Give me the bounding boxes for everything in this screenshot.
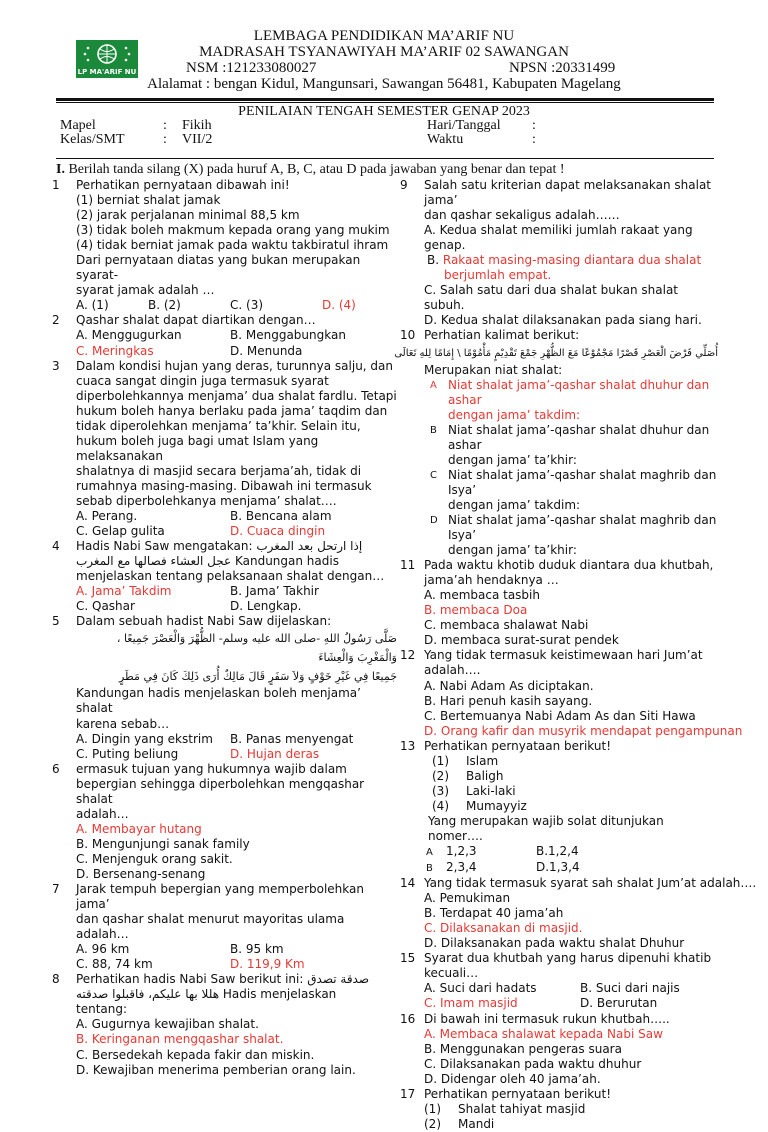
question-1	[52, 178, 397, 313]
option-c[interactable]: C. Dilaksanakan pada waktu dhuhur	[424, 1056, 642, 1071]
question-text: Hadis menjelaskan	[222, 987, 337, 1002]
question-text: menjelaskan tentang pelaksanaan shalat dengan…	[76, 569, 385, 584]
item-text: Mumayyiz	[466, 798, 527, 813]
statement: (4) tidak berniat jamak pada waktu takbiratul ihram	[76, 238, 389, 253]
option-key: B	[430, 424, 437, 436]
logo-text: LP MA'ARIF NU	[77, 68, 137, 76]
question-text: Kandungan hadis menjelaskan boleh menjama’ shalat	[76, 686, 361, 716]
arabic-hadith: هللا بها عليكم، فاقبلوا صدقته	[76, 987, 220, 1002]
option-b[interactable]: B. Panas menyengat	[230, 731, 354, 746]
item-number: (4)	[432, 798, 449, 813]
question-4	[52, 539, 397, 614]
item-text: Islam	[466, 753, 499, 768]
option-a-answer[interactable]	[424, 378, 718, 408]
question-text: diperbolehkannya menjama’ dua shalat fardlu. Tetapi	[76, 388, 397, 403]
hari-sep: :	[532, 118, 536, 133]
option-a[interactable]: A. Dingin yang ekstrim	[76, 731, 213, 746]
option-b[interactable]: B. Menggunakan pengeras suara	[424, 1041, 622, 1056]
question-3	[52, 359, 397, 540]
item-number: (3)	[432, 783, 449, 798]
option-text: Rakaat masing-masing diantara dua shalat	[442, 253, 702, 268]
instruction-text: Berilah tanda silang (X) pada huruf A, B, C, atau D pada jawaban yang benar dan tepat !	[68, 162, 565, 177]
question-13	[400, 739, 718, 876]
option-c-answer[interactable]: C. Meringkas	[76, 343, 154, 358]
question-text: kecuali…	[424, 966, 479, 981]
option-b-answer[interactable]: B. membaca Doa	[424, 603, 528, 618]
question-text: hukum boleh hanya berlaku pada jama’ taqdim dan	[76, 403, 388, 418]
list-item	[424, 769, 718, 784]
meta-rule	[56, 158, 714, 159]
question-6	[52, 762, 397, 882]
option-b-answer[interactable]	[424, 253, 718, 268]
option-text-cont: dengan jama’ ta’khir:	[448, 452, 577, 467]
option-key: A	[430, 379, 437, 391]
option-key: A	[426, 847, 433, 859]
option-c[interactable]: C. membaca shalawat Nabi	[424, 618, 589, 633]
question-number: 2	[52, 313, 60, 328]
question-column-right	[394, 178, 757, 1132]
option-c[interactable]: C. Qashar	[76, 599, 135, 614]
instruction-num: I.	[56, 162, 65, 177]
letterhead	[0, 0, 768, 102]
question-7	[52, 882, 397, 972]
question-text: shalatnya di masjid secara berjama’ah, tidak di	[76, 463, 362, 478]
option-c[interactable]: C. Gelap gulita	[76, 524, 165, 539]
question-text: tentang:	[76, 1002, 128, 1017]
option-d[interactable]: D. membaca surat-surat pendek	[424, 633, 619, 648]
header-rule-thin	[56, 102, 714, 103]
question-5	[52, 614, 397, 761]
option-a[interactable]: A. Nabi Adam As diciptakan.	[424, 678, 594, 693]
option-c[interactable]: C. (3)	[230, 298, 264, 313]
option-b[interactable]: B. Terdapat 40 jama’ah	[424, 906, 564, 921]
option-text: Niat shalat jama’-qashar shalat dhuhur dan ashar	[448, 422, 710, 452]
arabic-niat: أُصَلِّي فَرْضَ الْعَصْرِ قَصْرًا مَجْمُوْعًا مَعَ الظُّهْرِ جَمْعَ تَقْدِيْمٍ مَأْمُوْمًا \ إِمَامًا لِلهِ تَعَالَى	[394, 347, 718, 359]
option-key: D	[430, 514, 438, 526]
question-text: Dalam sebuah hadist Nabi Saw dijelaskan:	[76, 614, 332, 629]
option-key: C	[430, 469, 437, 481]
option-b-c[interactable]: B.1,2,4	[536, 844, 579, 859]
option-b[interactable]	[424, 423, 718, 453]
question-number: 5	[52, 614, 60, 629]
option-d[interactable]: D.1,3,4	[536, 860, 580, 875]
question-text: tidak diperolehkan menjama’ ta’khir. Selain itu,	[76, 418, 361, 433]
question-11	[400, 558, 718, 648]
question-text: adalah….	[424, 663, 481, 678]
options-row	[76, 298, 397, 313]
option-c-answer[interactable]: C. Dilaksanakan di masjid.	[424, 921, 583, 936]
mapel-value: Fikih	[182, 118, 212, 133]
question-number: 16	[400, 1011, 416, 1026]
mapel-sep: :	[163, 118, 167, 133]
option-d-answer[interactable]: D. (4)	[322, 298, 356, 313]
question-15	[400, 951, 718, 1011]
option-c[interactable]: C. Puting beliung	[76, 746, 179, 761]
list-item	[424, 1117, 718, 1132]
address: Alalamat : bengan Kidul, Mangunsari, Sawangan 56481, Kabupaten Magelang	[147, 76, 621, 92]
question-number: 13	[400, 738, 416, 753]
option-b-lower[interactable]	[426, 860, 536, 876]
question-8	[52, 972, 397, 1077]
question-number: 1	[52, 178, 60, 192]
question-text: Hadis Nabi Saw mengatakan:	[76, 539, 253, 554]
option-b[interactable]: B. 95 km	[230, 942, 284, 957]
option-d[interactable]: D. Dilaksanakan pada waktu shalat Dhuhur	[424, 936, 685, 951]
question-number: 14	[400, 876, 416, 891]
question-text: jama’ah hendaknya …	[424, 573, 559, 588]
school-name: MADRASAH TSYANAWIYAH MA’ARIF 02 SAWANGAN	[199, 44, 569, 60]
question-text: Di bawah ini termasuk rukun khutbah…..	[424, 1011, 670, 1026]
npsn: NPSN :20331499	[509, 60, 616, 76]
option-key: B	[426, 863, 433, 875]
question-text: Yang tidak termasuk syarat sah shalat Jum’at adalah….	[424, 876, 757, 891]
option-d[interactable]: D. Kedua shalat dilaksanakan pada siang hari.	[424, 313, 702, 328]
item-text: Baligh	[466, 768, 504, 783]
header-rule-thick	[56, 98, 714, 101]
question-text: Pada waktu khotib duduk diantara dua khutbah,	[424, 558, 714, 573]
option-d[interactable]: D. Bersenang-senang	[76, 866, 206, 881]
option-d-answer[interactable]: D. Hujan deras	[230, 746, 320, 761]
option-b[interactable]: B. (2)	[148, 298, 181, 313]
question-text: Perhatikan pernyataan berikut!	[424, 738, 612, 753]
option-a[interactable]	[426, 844, 536, 860]
option-c[interactable]: C. Bersedekah kepada fakir dan miskin.	[76, 1047, 315, 1062]
item-text: Shalat tahiyat masjid	[458, 1101, 586, 1116]
nsm: NSM :121233080027	[186, 60, 317, 76]
option-a-answer[interactable]: A. Membayar hutang	[76, 821, 202, 836]
statement: (1) berniat shalat jamak	[76, 193, 221, 208]
question-17	[400, 1087, 718, 1132]
option-b[interactable]: B. Hari penuh kasih sayang.	[424, 693, 593, 708]
instruction	[56, 162, 565, 178]
arabic-hadith: صَلَّى رَسُولُ اللهِ -صلى الله عليه وسلم- الظُّهْرَ وَالْعَصْرَ جَمِيعًا ، وَالْمَغْرِبَ وَالْعِشَاءَ	[116, 632, 397, 665]
option-a[interactable]: A. (1)	[76, 298, 109, 313]
option-a[interactable]: A. Suci dari hadats	[424, 981, 537, 996]
list-item	[424, 1102, 718, 1117]
question-text: Yang merupakan wajib solat ditunjukan nomer….	[428, 813, 664, 843]
question-text: hukum boleh juga bagi umat Islam yang melaksanakan	[76, 433, 319, 463]
question-9	[400, 178, 718, 328]
option-a[interactable]: A. membaca tasbih	[424, 588, 540, 603]
option-c-answer[interactable]: C. Imam masjid	[424, 996, 518, 1011]
option-a[interactable]: A. Menggugurkan	[76, 328, 182, 343]
question-stem: Perhatikan pernyataan dibawah ini!	[76, 178, 290, 192]
waktu-sep: :	[532, 132, 536, 147]
question-text: syarat jamak adalah …	[76, 283, 215, 298]
question-number: 4	[52, 539, 60, 554]
option-a[interactable]: A. Perang.	[76, 509, 138, 524]
question-text: cuaca sangat dingin juga termasuk syarat	[76, 373, 329, 388]
kelas-label: Kelas/SMT	[60, 132, 125, 147]
statement: (2) jarak perjalanan minimal 88,5 km	[76, 208, 300, 223]
question-text: Yang tidak termasuk keistimewaan hari Jum’at	[424, 648, 703, 663]
question-text: bepergian sehingga diperbolehkan mengqashar shalat	[76, 776, 365, 806]
option-d-answer[interactable]: D. 119,9 Km	[230, 957, 305, 972]
question-text: Perhatian kalimat berikut:	[424, 328, 580, 343]
option-text-cont: dengan jama’ ta’khir:	[448, 543, 577, 558]
list-item	[424, 784, 718, 799]
list-item	[424, 799, 718, 814]
option-b[interactable]: B. Jama’ Takhir	[230, 584, 319, 599]
question-number: 7	[52, 882, 60, 897]
question-text: Merupakan niat shalat:	[424, 362, 563, 377]
item-number: (2)	[432, 768, 449, 783]
arabic-hadith: جَمِيعًا فِي غَيْرِ خَوْفٍ وَلاَ سَفَرٍ قَالَ مَالِكٌ أُرَى ذَلِكَ كَانَ فِي مَطَرٍ	[118, 670, 397, 684]
question-text: ermasuk tujuan yang hukumnya wajib dalam	[76, 761, 347, 776]
option-text: 2,3,4	[446, 860, 477, 875]
option-c[interactable]	[424, 468, 718, 498]
option-text-cont: berjumlah empat.	[444, 268, 552, 283]
option-d[interactable]: D. Menunda	[230, 343, 303, 358]
option-b-answer[interactable]: B. Keringanan mengqashar shalat.	[76, 1032, 284, 1047]
hari-label: Hari/Tanggal	[427, 118, 501, 133]
question-number: 3	[52, 358, 60, 373]
question-number: 11	[400, 558, 416, 573]
question-text: karena sebab…	[76, 716, 170, 731]
question-number: 10	[400, 328, 416, 343]
option-text: 1,2,3	[446, 844, 477, 859]
option-b[interactable]: B. Menggabungkan	[230, 328, 346, 343]
option-b[interactable]: B. Bencana alam	[230, 509, 332, 524]
question-stem: Qashar shalat dapat diartikan dengan…	[76, 313, 316, 328]
question-column-left	[52, 178, 397, 1078]
option-c[interactable]: C. 88, 74 km	[76, 957, 153, 972]
institution-name: LEMBAGA PENDIDIKAN MA’ARIF NU	[253, 28, 515, 44]
option-b[interactable]: B. Mengunjungi sanak family	[76, 836, 250, 851]
statement: (3) tidak boleh makmum kepada orang yang mukim	[76, 223, 390, 238]
question-number: 12	[400, 648, 416, 663]
option-text: Niat shalat jama’-qashar shalat maghrib dan Isya’	[448, 512, 717, 543]
question-text: Dalam kondisi hujan yang deras, turunnya salju, dan	[76, 358, 393, 373]
question-text: Perhatikan pernyataan berikut!	[424, 1086, 612, 1101]
question-text: Dari pernyataan diatas yang bukan merupakan syarat-	[76, 253, 361, 283]
option-c[interactable]: C. Salah satu dari dua shalat bukan shalat subuh.	[424, 283, 679, 313]
question-number: 17	[400, 1086, 416, 1101]
exam-title: PENILAIAN TENGAH SEMESTER GENAP 2023	[238, 104, 530, 119]
question-14	[400, 876, 757, 951]
option-a[interactable]: A. Kedua shalat memiliki jumlah rakaat yang genap.	[424, 223, 693, 253]
option-a-answer[interactable]: A. Membaca shalawat kepada Nabi Saw	[424, 1026, 663, 1041]
question-10	[394, 328, 718, 558]
question-number: 9	[400, 178, 408, 192]
question-text: sebab diperbolehkanya menjama’ shalat….	[76, 493, 337, 508]
kelas-value: VII/2	[182, 132, 213, 147]
question-2	[52, 313, 397, 358]
option-a[interactable]: A. Gugurnya kewajiban shalat.	[76, 1017, 259, 1032]
option-b[interactable]: B. Suci dari najis	[580, 981, 680, 996]
item-number: (1)	[432, 753, 449, 768]
question-number: 8	[52, 972, 60, 987]
question-12	[400, 648, 743, 738]
option-d[interactable]: D. Lengkap.	[230, 599, 302, 614]
option-text-cont: dengan jama’ takdim:	[448, 497, 581, 512]
question-text: Kandungan hadis	[234, 554, 339, 569]
question-number: 6	[52, 761, 60, 776]
question-text: dan qashar sekaligus adalah……	[424, 208, 620, 223]
question-text: adalah…	[76, 806, 129, 821]
option-text-cont: dengan jama’ takdim:	[448, 407, 581, 422]
item-text: Laki-laki	[466, 783, 516, 798]
option-text: Niat shalat jama’-qashar shalat maghrib dan Isya’	[448, 467, 717, 497]
option-key: B.	[427, 253, 440, 268]
question-text: Salah satu kriterian dapat melaksanakan shalat jama’	[424, 178, 712, 208]
question-number: 15	[400, 951, 416, 966]
waktu-label: Waktu	[427, 132, 464, 147]
question-text: rumahnya masing-masing. Dibawah ini termasuk	[76, 478, 372, 493]
option-c[interactable]: C. Menjenguk orang sakit.	[76, 851, 233, 866]
arabic-hadith: عجل العشاء فصالها مع المغرب	[76, 554, 232, 569]
question-text: dan qashar shalat menurut mayoritas ulama adalah…	[76, 912, 345, 942]
option-d[interactable]: D. Berurutan	[580, 996, 658, 1011]
arabic-hadith: إذا ارتحل بعد المغرب	[256, 539, 363, 554]
option-a[interactable]: A. 96 km	[76, 942, 130, 957]
mapel-label: Mapel	[60, 118, 96, 133]
question-text: Perhatikan hadis Nabi Saw berikut ini:	[76, 972, 304, 987]
option-c[interactable]: C. Bertemuanya Nabi Adam As dan Siti Hawa	[424, 708, 696, 723]
list-item	[424, 754, 718, 769]
item-text: Mandi	[458, 1116, 495, 1131]
option-d[interactable]: D. Kewajiban menerima pemberian orang lain.	[76, 1062, 356, 1077]
item-number: (2)	[424, 1116, 441, 1131]
option-d-answer[interactable]: D. Cuaca dingin	[230, 524, 326, 539]
question-text: Jarak tempuh bepergian yang memperbolehkan jama’	[76, 882, 364, 912]
option-a[interactable]: A. Pemukiman	[424, 891, 511, 906]
question-text: Syarat dua khutbah yang harus dipenuhi khatib	[424, 951, 712, 966]
option-d[interactable]	[424, 513, 718, 543]
option-text: Niat shalat jama’-qashar shalat dhuhur dan ashar	[448, 377, 710, 407]
arabic-hadith: صدقة تصدق	[307, 972, 370, 987]
option-d-answer[interactable]: D. Orang kafir dan musyrik mendapat pengampunan	[424, 723, 743, 738]
question-16	[400, 1012, 718, 1087]
option-a-answer[interactable]: A. Jama’ Takdim	[76, 584, 172, 599]
item-number: (1)	[424, 1101, 441, 1116]
option-d[interactable]: D. Didengar oleh 40 jama’ah.	[424, 1071, 601, 1086]
kelas-sep: :	[163, 132, 167, 147]
